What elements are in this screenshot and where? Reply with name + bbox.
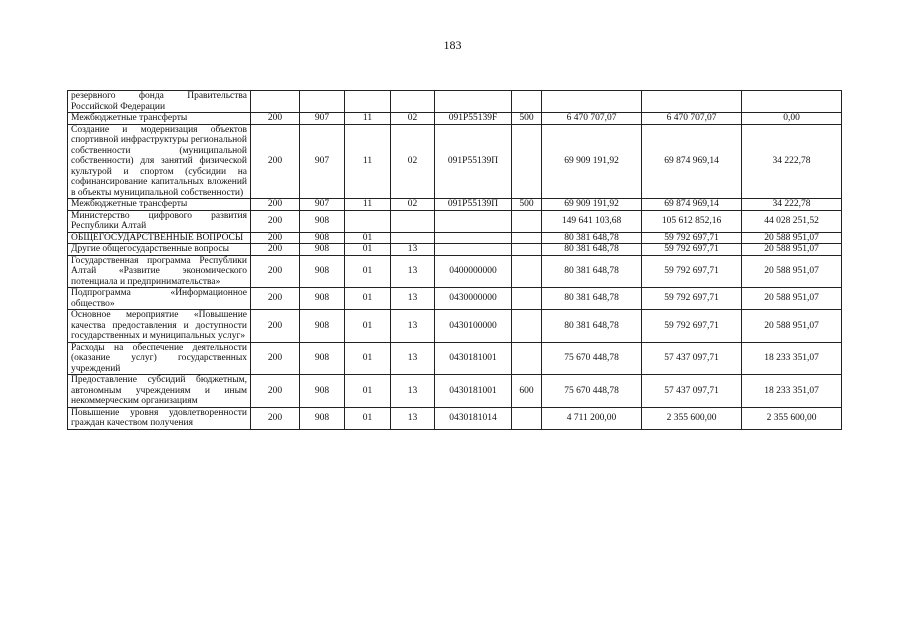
section-code-cell: 01 [345, 288, 391, 310]
target-article-cell: 0430181014 [435, 407, 512, 429]
table-row [68, 210, 842, 232]
ministry-code-cell: 908 [300, 232, 345, 244]
row-name-cell: Основное мероприятие «Повышение качества предоставления и доступности государственных и муниципальных услуг» [68, 310, 251, 343]
subsection-code-cell: 13 [391, 310, 435, 343]
table-row [68, 232, 842, 244]
ministry-code-cell: 907 [300, 113, 345, 125]
ministry-code-cell: 908 [300, 375, 345, 408]
subsection-code-cell: 13 [391, 375, 435, 408]
amount-planned-cell: 69 909 191,92 [542, 124, 642, 199]
chapter-code-cell: 200 [251, 124, 300, 199]
amount-remaining-cell: 18 233 351,07 [742, 342, 842, 375]
ministry-code-cell: 908 [300, 244, 345, 256]
amount-executed-cell: 69 874 969,14 [642, 124, 742, 199]
target-article-cell: 0400000000 [435, 255, 512, 288]
amount-planned-cell: 149 641 103,68 [542, 210, 642, 232]
ministry-code-cell: 908 [300, 407, 345, 429]
subsection-code-cell [391, 232, 435, 244]
table-row [68, 407, 842, 429]
amount-planned-cell [542, 91, 642, 113]
table-row [68, 199, 842, 211]
amount-planned-cell: 4 711 200,00 [542, 407, 642, 429]
expense-type-cell [512, 407, 542, 429]
ministry-code-cell: 907 [300, 124, 345, 199]
amount-executed-cell: 59 792 697,71 [642, 232, 742, 244]
subsection-code-cell: 02 [391, 124, 435, 199]
row-name-cell: Министерство цифрового развития Республики Алтай [68, 210, 251, 232]
amount-planned-cell: 80 381 648,78 [542, 288, 642, 310]
amount-executed-cell: 59 792 697,71 [642, 255, 742, 288]
amount-planned-cell: 69 909 191,92 [542, 199, 642, 211]
section-code-cell: 01 [345, 255, 391, 288]
page-number: 183 [443, 38, 462, 52]
amount-remaining-cell: 20 588 951,07 [742, 255, 842, 288]
table-row [68, 244, 842, 256]
ministry-code-cell: 908 [300, 255, 345, 288]
chapter-code-cell: 200 [251, 288, 300, 310]
expense-type-cell [512, 244, 542, 256]
amount-executed-cell: 69 874 969,14 [642, 199, 742, 211]
section-code-cell: 01 [345, 407, 391, 429]
amount-planned-cell: 80 381 648,78 [542, 244, 642, 256]
section-code-cell: 01 [345, 375, 391, 408]
ministry-code-cell: 908 [300, 210, 345, 232]
table-row [68, 288, 842, 310]
row-name-cell: Межбюджетные трансферты [68, 199, 251, 211]
budget-table [67, 90, 842, 430]
amount-remaining-cell: 34 222,78 [742, 124, 842, 199]
subsection-code-cell: 13 [391, 288, 435, 310]
chapter-code-cell: 200 [251, 255, 300, 288]
subsection-code-cell: 02 [391, 199, 435, 211]
subsection-code-cell: 13 [391, 244, 435, 256]
table-row [68, 375, 842, 408]
target-article-cell: 091P55139П [435, 124, 512, 199]
expense-type-cell [512, 288, 542, 310]
section-code-cell: 01 [345, 310, 391, 343]
section-code-cell [345, 91, 391, 113]
subsection-code-cell [391, 210, 435, 232]
chapter-code-cell [251, 91, 300, 113]
expense-type-cell [512, 255, 542, 288]
amount-executed-cell: 57 437 097,71 [642, 375, 742, 408]
table-body [68, 91, 842, 430]
subsection-code-cell: 13 [391, 255, 435, 288]
amount-executed-cell: 2 355 600,00 [642, 407, 742, 429]
target-article-cell: 091P55139П [435, 199, 512, 211]
amount-remaining-cell: 34 222,78 [742, 199, 842, 211]
table-row [68, 342, 842, 375]
amount-planned-cell: 80 381 648,78 [542, 310, 642, 343]
target-article-cell: 0430181001 [435, 375, 512, 408]
amount-remaining-cell: 18 233 351,07 [742, 375, 842, 408]
row-name-cell: Государственная программа Республики Алтай «Развитие экономического потенциала и предпринимательства» [68, 255, 251, 288]
section-code-cell: 01 [345, 342, 391, 375]
amount-executed-cell: 59 792 697,71 [642, 288, 742, 310]
section-code-cell: 11 [345, 113, 391, 125]
row-name-cell: резервного фонда Правительства Российской Федерации [68, 91, 251, 113]
expense-type-cell: 500 [512, 113, 542, 125]
target-article-cell: 091P55139F [435, 113, 512, 125]
amount-remaining-cell: 20 588 951,07 [742, 244, 842, 256]
section-code-cell: 11 [345, 124, 391, 199]
expense-type-cell [512, 342, 542, 375]
amount-remaining-cell: 20 588 951,07 [742, 310, 842, 343]
target-article-cell [435, 232, 512, 244]
chapter-code-cell: 200 [251, 210, 300, 232]
amount-executed-cell: 6 470 707,07 [642, 113, 742, 125]
chapter-code-cell: 200 [251, 407, 300, 429]
target-article-cell: 0430100000 [435, 310, 512, 343]
ministry-code-cell: 908 [300, 288, 345, 310]
section-code-cell [345, 210, 391, 232]
target-article-cell: 0430000000 [435, 288, 512, 310]
row-name-cell: Подпрограмма «Информационное общество» [68, 288, 251, 310]
amount-planned-cell: 6 470 707,07 [542, 113, 642, 125]
table-row [68, 310, 842, 343]
expense-type-cell: 600 [512, 375, 542, 408]
row-name-cell: Повышение уровня удовлетворенности граждан качеством получения [68, 407, 251, 429]
ministry-code-cell: 908 [300, 342, 345, 375]
chapter-code-cell: 200 [251, 113, 300, 125]
amount-executed-cell: 59 792 697,71 [642, 310, 742, 343]
chapter-code-cell: 200 [251, 310, 300, 343]
row-name-cell: Создание и модернизация объектов спортивной инфраструктуры региональной собственности (муниципальной собственности) для занятий физической культурой и спортом (субсидии на софинансирование капитальных вложений в объекты муниципальной собственности) [68, 124, 251, 199]
table-row [68, 91, 842, 113]
amount-planned-cell: 75 670 448,78 [542, 375, 642, 408]
chapter-code-cell: 200 [251, 375, 300, 408]
section-code-cell: 01 [345, 232, 391, 244]
amount-remaining-cell: 20 588 951,07 [742, 232, 842, 244]
row-name-cell: Другие общегосударственные вопросы [68, 244, 251, 256]
subsection-code-cell: 13 [391, 342, 435, 375]
chapter-code-cell: 200 [251, 232, 300, 244]
chapter-code-cell: 200 [251, 342, 300, 375]
chapter-code-cell: 200 [251, 199, 300, 211]
expense-type-cell [512, 210, 542, 232]
ministry-code-cell: 908 [300, 310, 345, 343]
row-name-cell: ОБЩЕГОСУДАРСТВЕННЫЕ ВОПРОСЫ [68, 232, 251, 244]
target-article-cell [435, 210, 512, 232]
amount-remaining-cell: 2 355 600,00 [742, 407, 842, 429]
row-name-cell: Расходы на обеспечение деятельности (оказание услуг) государственных учреждений [68, 342, 251, 375]
amount-executed-cell [642, 91, 742, 113]
amount-remaining-cell: 44 028 251,52 [742, 210, 842, 232]
amount-remaining-cell: 0,00 [742, 113, 842, 125]
subsection-code-cell: 13 [391, 407, 435, 429]
amount-remaining-cell [742, 91, 842, 113]
amount-executed-cell: 57 437 097,71 [642, 342, 742, 375]
chapter-code-cell: 200 [251, 244, 300, 256]
expense-type-cell [512, 124, 542, 199]
expense-type-cell: 500 [512, 199, 542, 211]
row-name-cell: Предоставление субсидий бюджетным, автономным учреждениям и иным некоммерческим организациям [68, 375, 251, 408]
subsection-code-cell [391, 91, 435, 113]
target-article-cell: 0430181001 [435, 342, 512, 375]
amount-planned-cell: 80 381 648,78 [542, 232, 642, 244]
amount-planned-cell: 80 381 648,78 [542, 255, 642, 288]
ministry-code-cell: 907 [300, 199, 345, 211]
amount-executed-cell: 59 792 697,71 [642, 244, 742, 256]
expense-type-cell [512, 232, 542, 244]
section-code-cell: 11 [345, 199, 391, 211]
amount-executed-cell: 105 612 852,16 [642, 210, 742, 232]
table-row [68, 124, 842, 199]
row-name-cell: Межбюджетные трансферты [68, 113, 251, 125]
expense-type-cell [512, 91, 542, 113]
amount-planned-cell: 75 670 448,78 [542, 342, 642, 375]
subsection-code-cell: 02 [391, 113, 435, 125]
section-code-cell: 01 [345, 244, 391, 256]
target-article-cell [435, 244, 512, 256]
expense-type-cell [512, 310, 542, 343]
target-article-cell [435, 91, 512, 113]
table-row [68, 113, 842, 125]
table-row [68, 255, 842, 288]
ministry-code-cell [300, 91, 345, 113]
amount-remaining-cell: 20 588 951,07 [742, 288, 842, 310]
